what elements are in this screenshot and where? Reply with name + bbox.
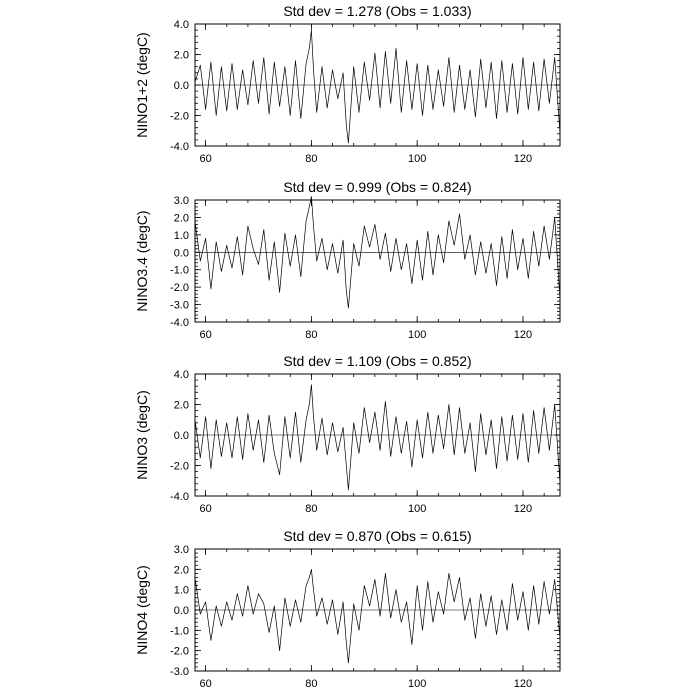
chart-panel-2 (134, 179, 560, 341)
y-axis-label: NINO4 (degC) (134, 565, 150, 655)
x-tick-label: 60 (199, 678, 212, 690)
y-tick-label: -2.0 (170, 110, 189, 123)
series-line (195, 385, 560, 490)
y-tick-label: 0.0 (173, 247, 189, 260)
y-tick-label: -2.0 (170, 460, 189, 473)
x-tick-label: 60 (199, 329, 212, 341)
y-tick-label: 3.0 (173, 195, 189, 207)
x-tick-label: 60 (199, 503, 212, 515)
y-tick-label: 0.0 (173, 430, 189, 442)
x-tick-label: 120 (513, 678, 533, 690)
y-tick-label: 0.0 (173, 80, 189, 92)
x-tick-label: 120 (513, 329, 533, 341)
y-axis-label: NINO3.4 (degC) (134, 210, 150, 312)
y-tick-label: 4.0 (173, 19, 189, 31)
y-tick-label: -4.0 (170, 141, 189, 153)
series-line (195, 569, 560, 663)
x-tick-label: 120 (513, 153, 533, 165)
y-tick-label: -1.0 (170, 625, 189, 638)
x-tick-label: 80 (305, 153, 318, 165)
y-tick-label: 2.0 (173, 49, 189, 62)
x-tick-label: 100 (407, 503, 427, 515)
x-tick-label: 120 (513, 503, 533, 515)
x-tick-label: 80 (305, 503, 318, 515)
y-axis-label: NINO1+2 (degC) (134, 32, 150, 138)
chart-title: Std dev = 1.278 (Obs = 1.033) (283, 3, 472, 19)
y-tick-label: -4.0 (170, 317, 189, 329)
y-axis-label: NINO3 (degC) (134, 390, 150, 480)
x-tick-label: 100 (407, 153, 427, 165)
chart-panel-1 (134, 3, 560, 165)
y-tick-label: 4.0 (173, 369, 189, 381)
y-tick-label: 1.0 (173, 229, 189, 242)
y-tick-label: 2.0 (173, 564, 189, 577)
chart-panel-3 (134, 353, 560, 515)
series-line (195, 30, 560, 143)
x-tick-label: 100 (407, 678, 427, 690)
x-tick-label: 80 (305, 329, 318, 341)
y-tick-label: -2.0 (170, 645, 189, 658)
y-tick-label: -2.0 (170, 282, 189, 295)
plot-frame (195, 200, 560, 322)
y-tick-label: 2.0 (173, 399, 189, 412)
y-tick-label: 3.0 (173, 544, 189, 556)
y-tick-label: 2.0 (173, 212, 189, 225)
chart-title: Std dev = 0.870 (Obs = 0.615) (283, 528, 472, 544)
chart-title: Std dev = 1.109 (Obs = 0.852) (283, 353, 472, 369)
y-tick-label: -4.0 (170, 491, 189, 503)
y-tick-label: -1.0 (170, 264, 189, 277)
x-tick-label: 60 (199, 153, 212, 165)
chart-panel-4 (134, 528, 560, 690)
x-tick-label: 100 (407, 329, 427, 341)
chart-title: Std dev = 0.999 (Obs = 0.824) (283, 179, 472, 195)
y-tick-label: -3.0 (170, 299, 189, 312)
y-tick-label: 1.0 (173, 584, 189, 597)
y-tick-label: 0.0 (173, 605, 189, 617)
y-tick-label: -3.0 (170, 666, 189, 678)
x-tick-label: 80 (305, 678, 318, 690)
